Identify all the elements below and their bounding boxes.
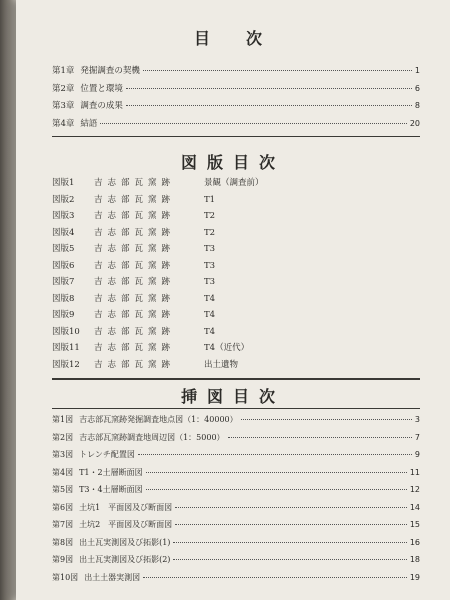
plates-title: 図版目次: [180, 153, 285, 172]
figure-entry: [52, 432, 420, 450]
figure-title: 吉志部瓦窯跡発掘調査地点図（1：40000）: [79, 415, 238, 424]
plate-entry: [52, 325, 412, 342]
figure-label: 第10図: [52, 572, 79, 582]
figure-title: 吉志部瓦窯跡調査地周辺図（1：5000）: [79, 432, 225, 442]
figure-page-number: 15: [409, 520, 420, 529]
figure-entry: [52, 502, 420, 520]
plate-label: 図版4: [52, 227, 75, 238]
figure-page-number: 16: [409, 537, 420, 547]
figure-entry: [52, 519, 420, 537]
dot-leader: [175, 524, 407, 525]
figure-title: T3・4土層断面図: [79, 485, 143, 494]
plate-label: 図版3: [52, 211, 75, 221]
plate-label: 図版10: [52, 326, 80, 337]
contents-chapter-title: 結語: [80, 118, 98, 129]
contents-page-number: 8: [414, 101, 420, 110]
plate-site-name: 吉志部瓦窯跡: [94, 244, 176, 254]
plate-site-name: 吉志部瓦窯跡: [94, 293, 176, 304]
figure-page-number: 14: [409, 502, 420, 512]
figure-label: 第6図: [52, 502, 74, 512]
contents-chapter-label: 第2章: [52, 83, 75, 94]
dot-leader: [143, 70, 412, 71]
contents-entry: [52, 117, 420, 135]
contents-chapter-title: 発掘調査の契機: [80, 66, 140, 76]
figure-title: 出土土器実測図: [84, 572, 141, 582]
plates-bottom-rule: [52, 378, 420, 380]
contents-page-number: 20: [409, 118, 420, 128]
figure-page-number: 12: [409, 485, 420, 494]
plate-entry: [52, 358, 412, 375]
plate-site-name: 吉志部瓦窯跡: [94, 211, 176, 221]
contents-chapter-label: 第3章: [52, 101, 75, 111]
dot-leader: [138, 454, 412, 455]
figure-page-number: 3: [414, 415, 420, 424]
plate-label: 図版9: [52, 310, 75, 320]
contents-entry: [52, 99, 420, 117]
plate-label: 図版2: [52, 194, 75, 205]
dot-leader: [146, 472, 407, 473]
plate-description: T2: [204, 211, 216, 221]
contents-page-number: 6: [414, 83, 420, 93]
figure-label: 第5図: [52, 485, 74, 494]
figure-entry: [52, 449, 420, 467]
plate-description: T1: [204, 194, 216, 205]
figure-label: 第4図: [52, 467, 74, 477]
plate-label: 図版5: [52, 244, 75, 254]
plate-entry: [52, 242, 412, 259]
figure-title: T1・2土層断面図: [79, 467, 143, 477]
figure-entry: [52, 554, 420, 572]
plate-entry: [52, 308, 412, 325]
plate-description: T4: [204, 326, 216, 337]
contents-title: 目 次: [193, 29, 272, 48]
figure-entry: [52, 467, 420, 485]
figure-label: 第7図: [52, 520, 74, 529]
plate-entry: [52, 275, 412, 292]
plate-site-name: 吉志部瓦窯跡: [94, 310, 176, 320]
figure-title: トレンチ配置図: [79, 450, 135, 459]
plate-description: T4: [204, 293, 216, 304]
plate-description: T3: [204, 277, 216, 287]
plate-site-name: 吉志部瓦窯跡: [94, 359, 176, 370]
contents-entry: [52, 82, 420, 100]
plate-entry: [52, 176, 412, 193]
plate-entry: [52, 193, 412, 210]
plate-entry: [52, 292, 412, 309]
plate-description: T3: [204, 244, 216, 254]
figure-title: 土坑1 平面図及び断面図: [79, 502, 173, 512]
plate-description: T3: [204, 260, 216, 271]
figure-title: 出土瓦実測図及び拓影(2): [79, 555, 171, 564]
dot-leader: [126, 105, 412, 106]
figure-page-number: 9: [414, 450, 420, 459]
dot-leader: [228, 437, 412, 438]
figure-title: 出土瓦実測図及び拓影(1): [79, 537, 171, 547]
figure-title: 土坑2 平面図及び断面図: [79, 520, 173, 529]
plate-site-name: 吉志部瓦窯跡: [94, 277, 176, 287]
contents-bottom-rule: [52, 136, 420, 137]
dot-leader: [143, 577, 407, 578]
plate-label: 図版1: [52, 178, 75, 188]
figure-page-number: 11: [409, 467, 420, 477]
plate-label: 図版8: [52, 293, 75, 304]
plate-label: 図版6: [52, 260, 75, 271]
plate-label: 図版12: [52, 359, 80, 370]
plate-description: T4（近代）: [204, 343, 250, 353]
contents-chapter-title: 位置と環境: [80, 83, 123, 94]
plate-site-name: 吉志部瓦窯跡: [94, 194, 176, 205]
plate-label: 図版7: [52, 277, 75, 287]
dot-leader: [173, 559, 406, 560]
figure-label: 第3図: [52, 450, 74, 459]
figure-entry: [52, 414, 420, 432]
plates-list: [52, 176, 412, 374]
plate-description: 景観（調査前）: [204, 178, 264, 188]
figure-label: 第9図: [52, 555, 74, 564]
plate-entry: [52, 209, 412, 226]
contents-chapter-title: 調査の成果: [80, 101, 123, 111]
plate-entry: [52, 341, 412, 358]
contents-entry: [52, 64, 420, 82]
contents-page-number: 1: [414, 66, 420, 75]
contents-chapter-label: 第1章: [52, 66, 75, 76]
figure-page-number: 7: [414, 432, 420, 442]
figure-entry: [52, 572, 420, 590]
figures-top-rule: [52, 408, 420, 409]
figure-entry: [52, 484, 420, 502]
dot-leader: [241, 419, 412, 420]
figure-page-number: 18: [409, 555, 420, 564]
plate-site-name: 吉志部瓦窯跡: [94, 260, 176, 271]
plate-description: 出土遺物: [204, 359, 239, 370]
figure-entry: [52, 537, 420, 555]
figure-label: 第8図: [52, 537, 74, 547]
figures-title: 挿図目次: [180, 387, 285, 406]
document-page: [16, 0, 450, 600]
plate-entry: [52, 259, 412, 276]
dot-leader: [146, 489, 407, 490]
plate-description: T2: [204, 227, 216, 238]
figure-label: 第1図: [52, 415, 74, 424]
dot-leader: [173, 542, 406, 543]
plate-description: T4: [204, 310, 216, 320]
plate-label: 図版11: [52, 343, 80, 353]
plate-entry: [52, 226, 412, 243]
contents-chapter-label: 第4章: [52, 118, 75, 129]
plate-site-name: 吉志部瓦窯跡: [94, 343, 176, 353]
book-spine-shadow: [0, 0, 16, 600]
plate-site-name: 吉志部瓦窯跡: [94, 227, 176, 238]
contents-list: [52, 64, 420, 134]
dot-leader: [100, 123, 406, 124]
dot-leader: [126, 88, 412, 89]
dot-leader: [175, 507, 407, 508]
plate-site-name: 吉志部瓦窯跡: [94, 178, 176, 188]
figure-label: 第2図: [52, 432, 74, 442]
plate-site-name: 吉志部瓦窯跡: [94, 326, 176, 337]
figures-list: [52, 414, 420, 589]
figure-page-number: 19: [409, 572, 420, 582]
